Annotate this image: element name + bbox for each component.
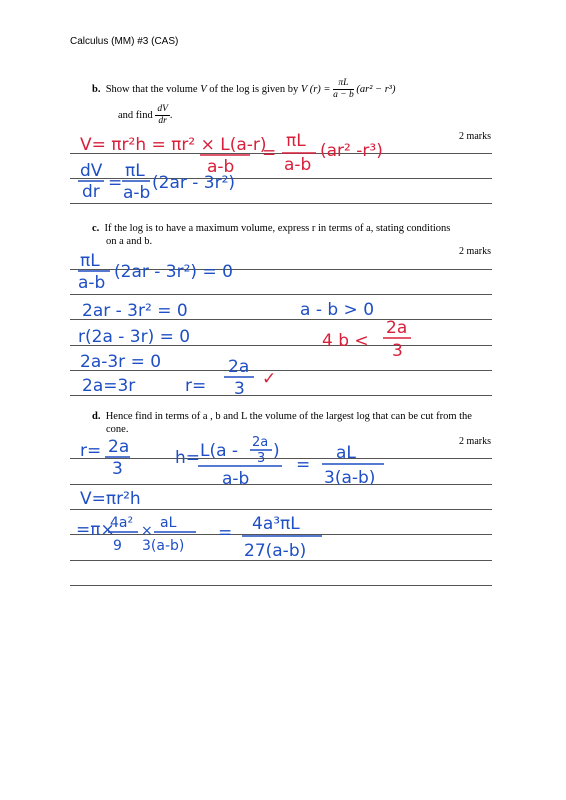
question-d-text-2: cone. (106, 424, 129, 435)
hw-d-v2-result-den: 27(a-b) (244, 541, 307, 561)
marks-b: 2 marks (459, 131, 491, 142)
hw-d-v2-num1: 4a² (110, 515, 134, 531)
hw-c-condition-2-den: 3 (392, 341, 403, 361)
hw-c-w6-num: 2a (228, 357, 250, 377)
hw-d-v2-den1: 9 (113, 538, 122, 554)
hw-c-condition-1: a - b > 0 (300, 300, 375, 320)
marks-d: 2 marks (459, 436, 491, 447)
hw-c-w2: 2ar - 3r² = 0 (82, 301, 188, 321)
hw-c-condition-2-num: 2a (386, 318, 408, 338)
question-b-label: b. (92, 83, 101, 95)
marks-c: 2 marks (459, 246, 491, 257)
hw-d-r-left: r= (80, 441, 102, 461)
hw-c-w1-num: πL (80, 251, 100, 271)
hw-b-line1-left: V= πr²h = πr² × L(a-r) (80, 135, 267, 155)
question-b-text-mid: of the log is given by (206, 83, 301, 95)
hw-b-line1-den: a-b (207, 157, 235, 177)
hw-c-w5: 2a=3r (82, 376, 136, 396)
hw-d-h-result-num: aL (336, 443, 356, 463)
question-d-label: d. (92, 411, 101, 422)
hw-d-v2-times: × (141, 523, 153, 539)
hw-c-w1-tail: (2ar - 3r²) = 0 (114, 262, 233, 282)
derivative-denominator: dr (158, 116, 167, 126)
hw-b-line2-tail: (2ar - 3r²) (152, 173, 236, 193)
hw-b-line1-tail: (ar² -r³) (320, 141, 383, 161)
formula-denominator: a − b (333, 90, 354, 100)
formula-rhs: (ar² − r³) (356, 83, 396, 95)
hw-c-w6-den: 3 (234, 379, 245, 399)
formula-lhs: V (r) = (300, 83, 331, 95)
hw-b-line1-eq: = (262, 143, 277, 163)
question-b-find-end: . (169, 109, 173, 121)
hw-c-w6-left: r= (185, 376, 207, 396)
question-c-label: c. (92, 223, 100, 234)
hw-d-r-num: 2a (108, 437, 130, 457)
hw-b-line1-num2: πL (286, 131, 306, 151)
hw-d-v2-pre: =π× (76, 520, 115, 540)
hw-b-line2-den2: a-b (123, 183, 151, 203)
hw-c-w1-den: a-b (78, 273, 106, 293)
hw-d-h-eq: = (296, 455, 311, 475)
hw-d-v2-result-num: 4a³πL (252, 514, 300, 534)
hw-c-check-mark: ✓ (262, 369, 277, 389)
hw-d-h-inner-den: 3 (257, 451, 266, 466)
hw-d-r-den: 3 (112, 459, 123, 479)
question-d-text-1: Hence find in terms of a , b and L the volume of the largest log that can be cut from the (105, 411, 472, 422)
hw-b-line2-num: dV (80, 161, 103, 181)
question-b-find-text: and find (118, 109, 156, 121)
hw-d-h-den: a-b (222, 469, 250, 489)
derivative-numerator: dV (157, 104, 168, 114)
hw-c-w4: 2a-3r = 0 (80, 352, 162, 372)
formula-numerator: πL (333, 78, 354, 90)
question-b-var-v: V (200, 83, 207, 95)
page-header-title: Calculus (MM) #3 (CAS) (70, 36, 179, 47)
hw-d-h-left: h= (175, 448, 201, 468)
hw-d-v2-eq: = (218, 523, 233, 543)
hw-d-volume-formula: V=πr²h (80, 489, 141, 509)
hw-d-h-result-den: 3(a-b) (324, 468, 376, 488)
hw-c-condition-2: 4 b < (322, 331, 369, 351)
hw-b-line2-num2: πL (125, 161, 145, 181)
question-b-text-pre: Show that the volume (105, 83, 201, 95)
question-c-text-2: on a and b. (106, 236, 153, 247)
hw-d-h-num: L(a - (200, 441, 239, 461)
hw-d-h-inner-num: 2a (252, 435, 269, 450)
hw-b-line2-den: dr (82, 182, 100, 202)
hw-d-v2-den2: 3(a-b) (142, 538, 185, 554)
hw-c-w3: r(2a - 3r) = 0 (78, 327, 191, 347)
hw-b-line1-den2: a-b (284, 155, 312, 175)
hw-b-line2-eq: = (108, 173, 123, 193)
question-c-text-1: If the log is to have a maximum volume, express r in terms of a, stating conditions (104, 223, 451, 234)
hw-d-h-num-close: ) (273, 441, 280, 461)
hw-d-v2-num2: aL (160, 515, 177, 531)
